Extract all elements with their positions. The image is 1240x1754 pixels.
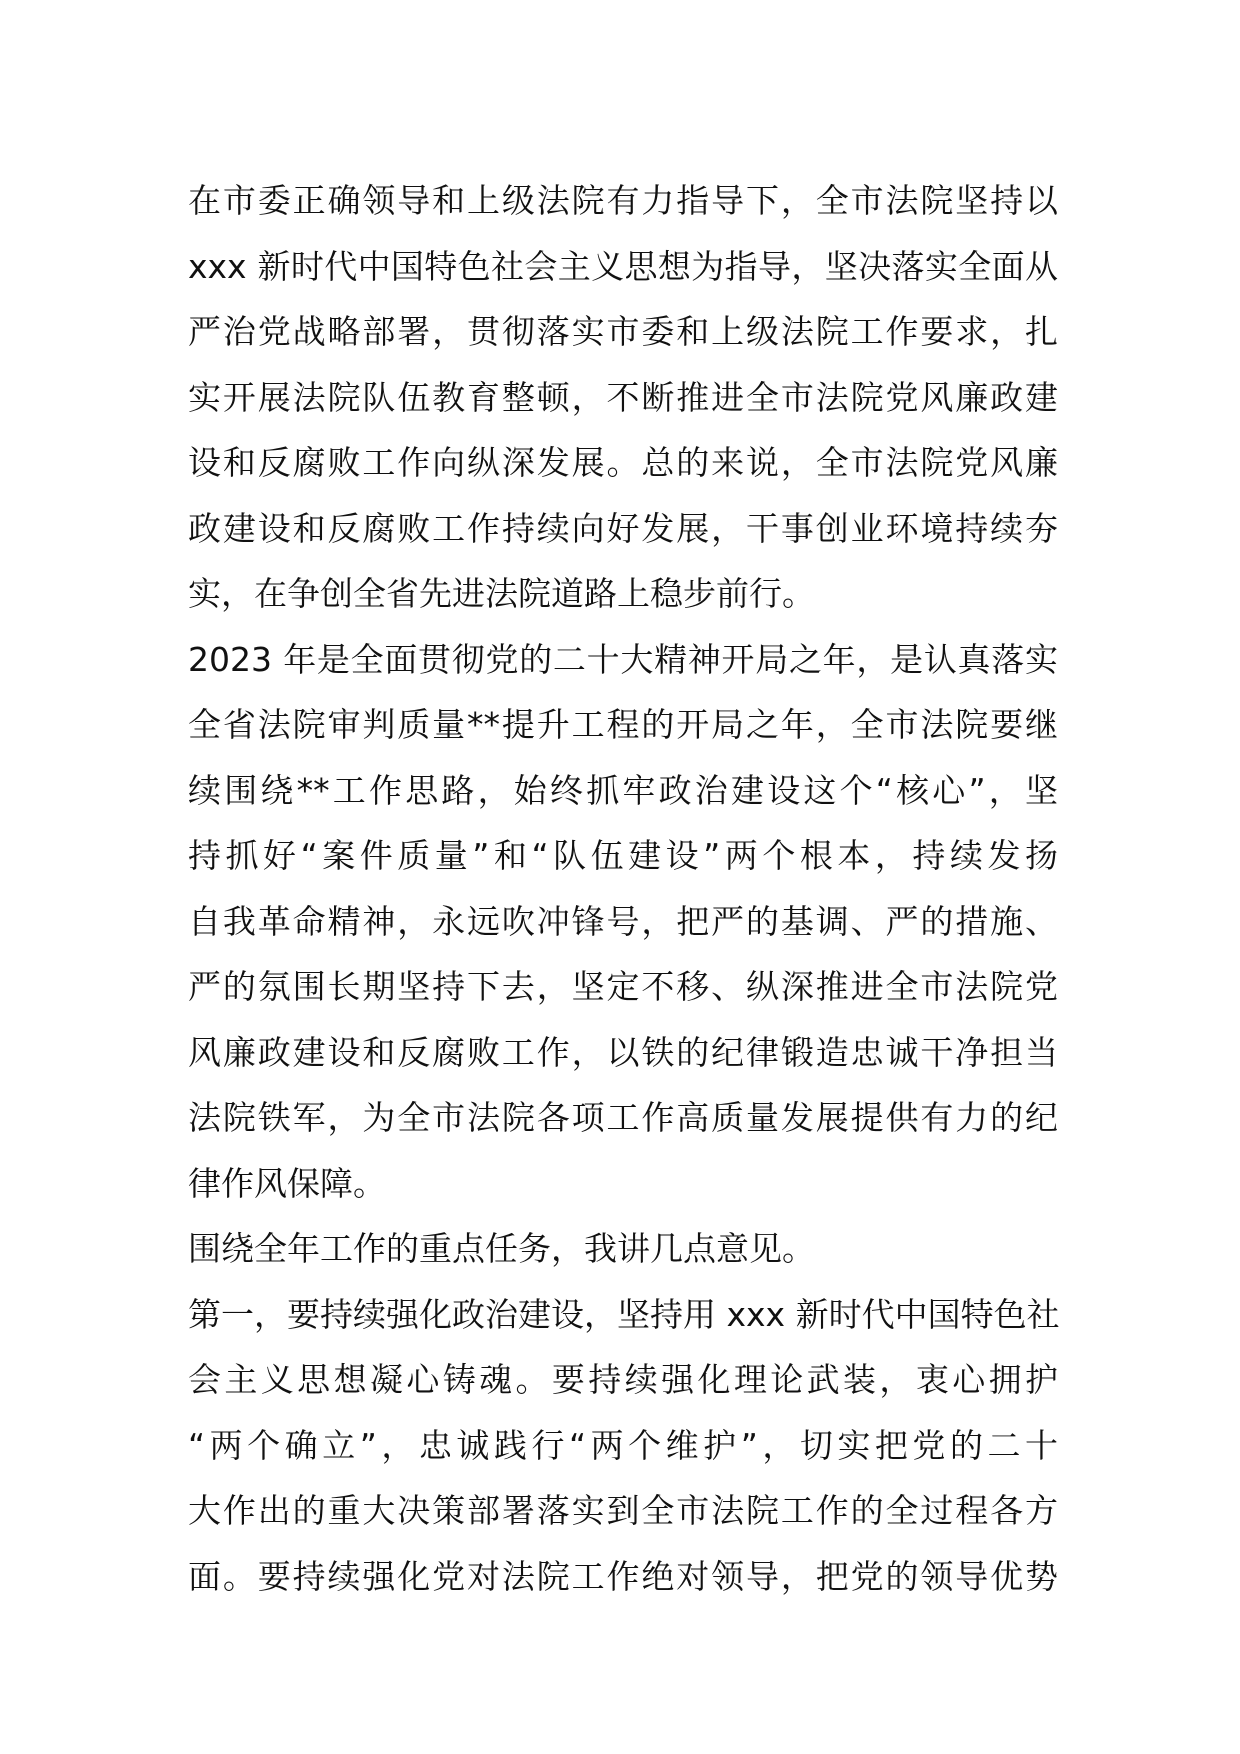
text-line: 风廉政建设和反腐败工作，以铁的纪律锻造忠诚干净担当 — [188, 1032, 1058, 1072]
text-line: 围绕全年工作的重点任务，我讲几点意见。 — [188, 1229, 815, 1268]
text-line: 实，在争创全省先进法院道路上稳步前行。 — [188, 574, 815, 613]
document-body — [188, 168, 1058, 1609]
text-line: 会主义思想凝心铸魂。要持续强化理论武装，衷心拥护 — [188, 1360, 1058, 1399]
text-line: 法院铁军，为全市法院各项工作高质量发展提供有力的纪 — [188, 1098, 1058, 1137]
text-line: 律作风保障。 — [188, 1163, 386, 1203]
text-line: 续围绕**工作思路，始终抓牢政治建设这个“核心”，坚 — [188, 770, 1058, 810]
text-line: 自我革命精神，永远吹冲锋号，把严的基调、严的措施、 — [188, 901, 1058, 941]
text-line: xxx 新时代中国特色社会主义思想为指导，坚决落实全面从 — [188, 246, 1058, 286]
text-line: 持抓好“案件质量”和“队伍建设”两个根本，持续发扬 — [188, 836, 1058, 875]
text-line: 严治党战略部署，贯彻落实市委和上级法院工作要求，扎 — [188, 312, 1058, 351]
text-line: “两个确立”，忠诚践行“两个维护”，切实把党的二十 — [188, 1425, 1058, 1465]
text-line: 大作出的重大决策部署落实到全市法院工作的全过程各方 — [188, 1491, 1058, 1530]
text-line: 实开展法院队伍教育整顿，不断推进全市法院党风廉政建 — [188, 377, 1058, 417]
text-line: 设和反腐败工作向纵深发展。总的来说，全市法院党风廉 — [188, 443, 1058, 482]
text-line: 在市委正确领导和上级法院有力指导下，全市法院坚持以 — [188, 181, 1058, 220]
text-line: 严的氛围长期坚持下去，坚定不移、纵深推进全市法院党 — [188, 967, 1058, 1006]
text-line: 2023 年是全面贯彻党的二十大精神开局之年，是认真落实 — [188, 639, 1058, 679]
text-line: 第一，要持续强化政治建设，坚持用 xxx 新时代中国特色社 — [188, 1294, 1060, 1334]
text-line: 政建设和反腐败工作持续向好发展，干事创业环境持续夯 — [188, 508, 1058, 548]
text-line: 全省法院审判质量**提升工程的开局之年，全市法院要继 — [188, 705, 1058, 744]
text-line: 面。要持续强化党对法院工作绝对领导，把党的领导优势 — [188, 1556, 1058, 1596]
